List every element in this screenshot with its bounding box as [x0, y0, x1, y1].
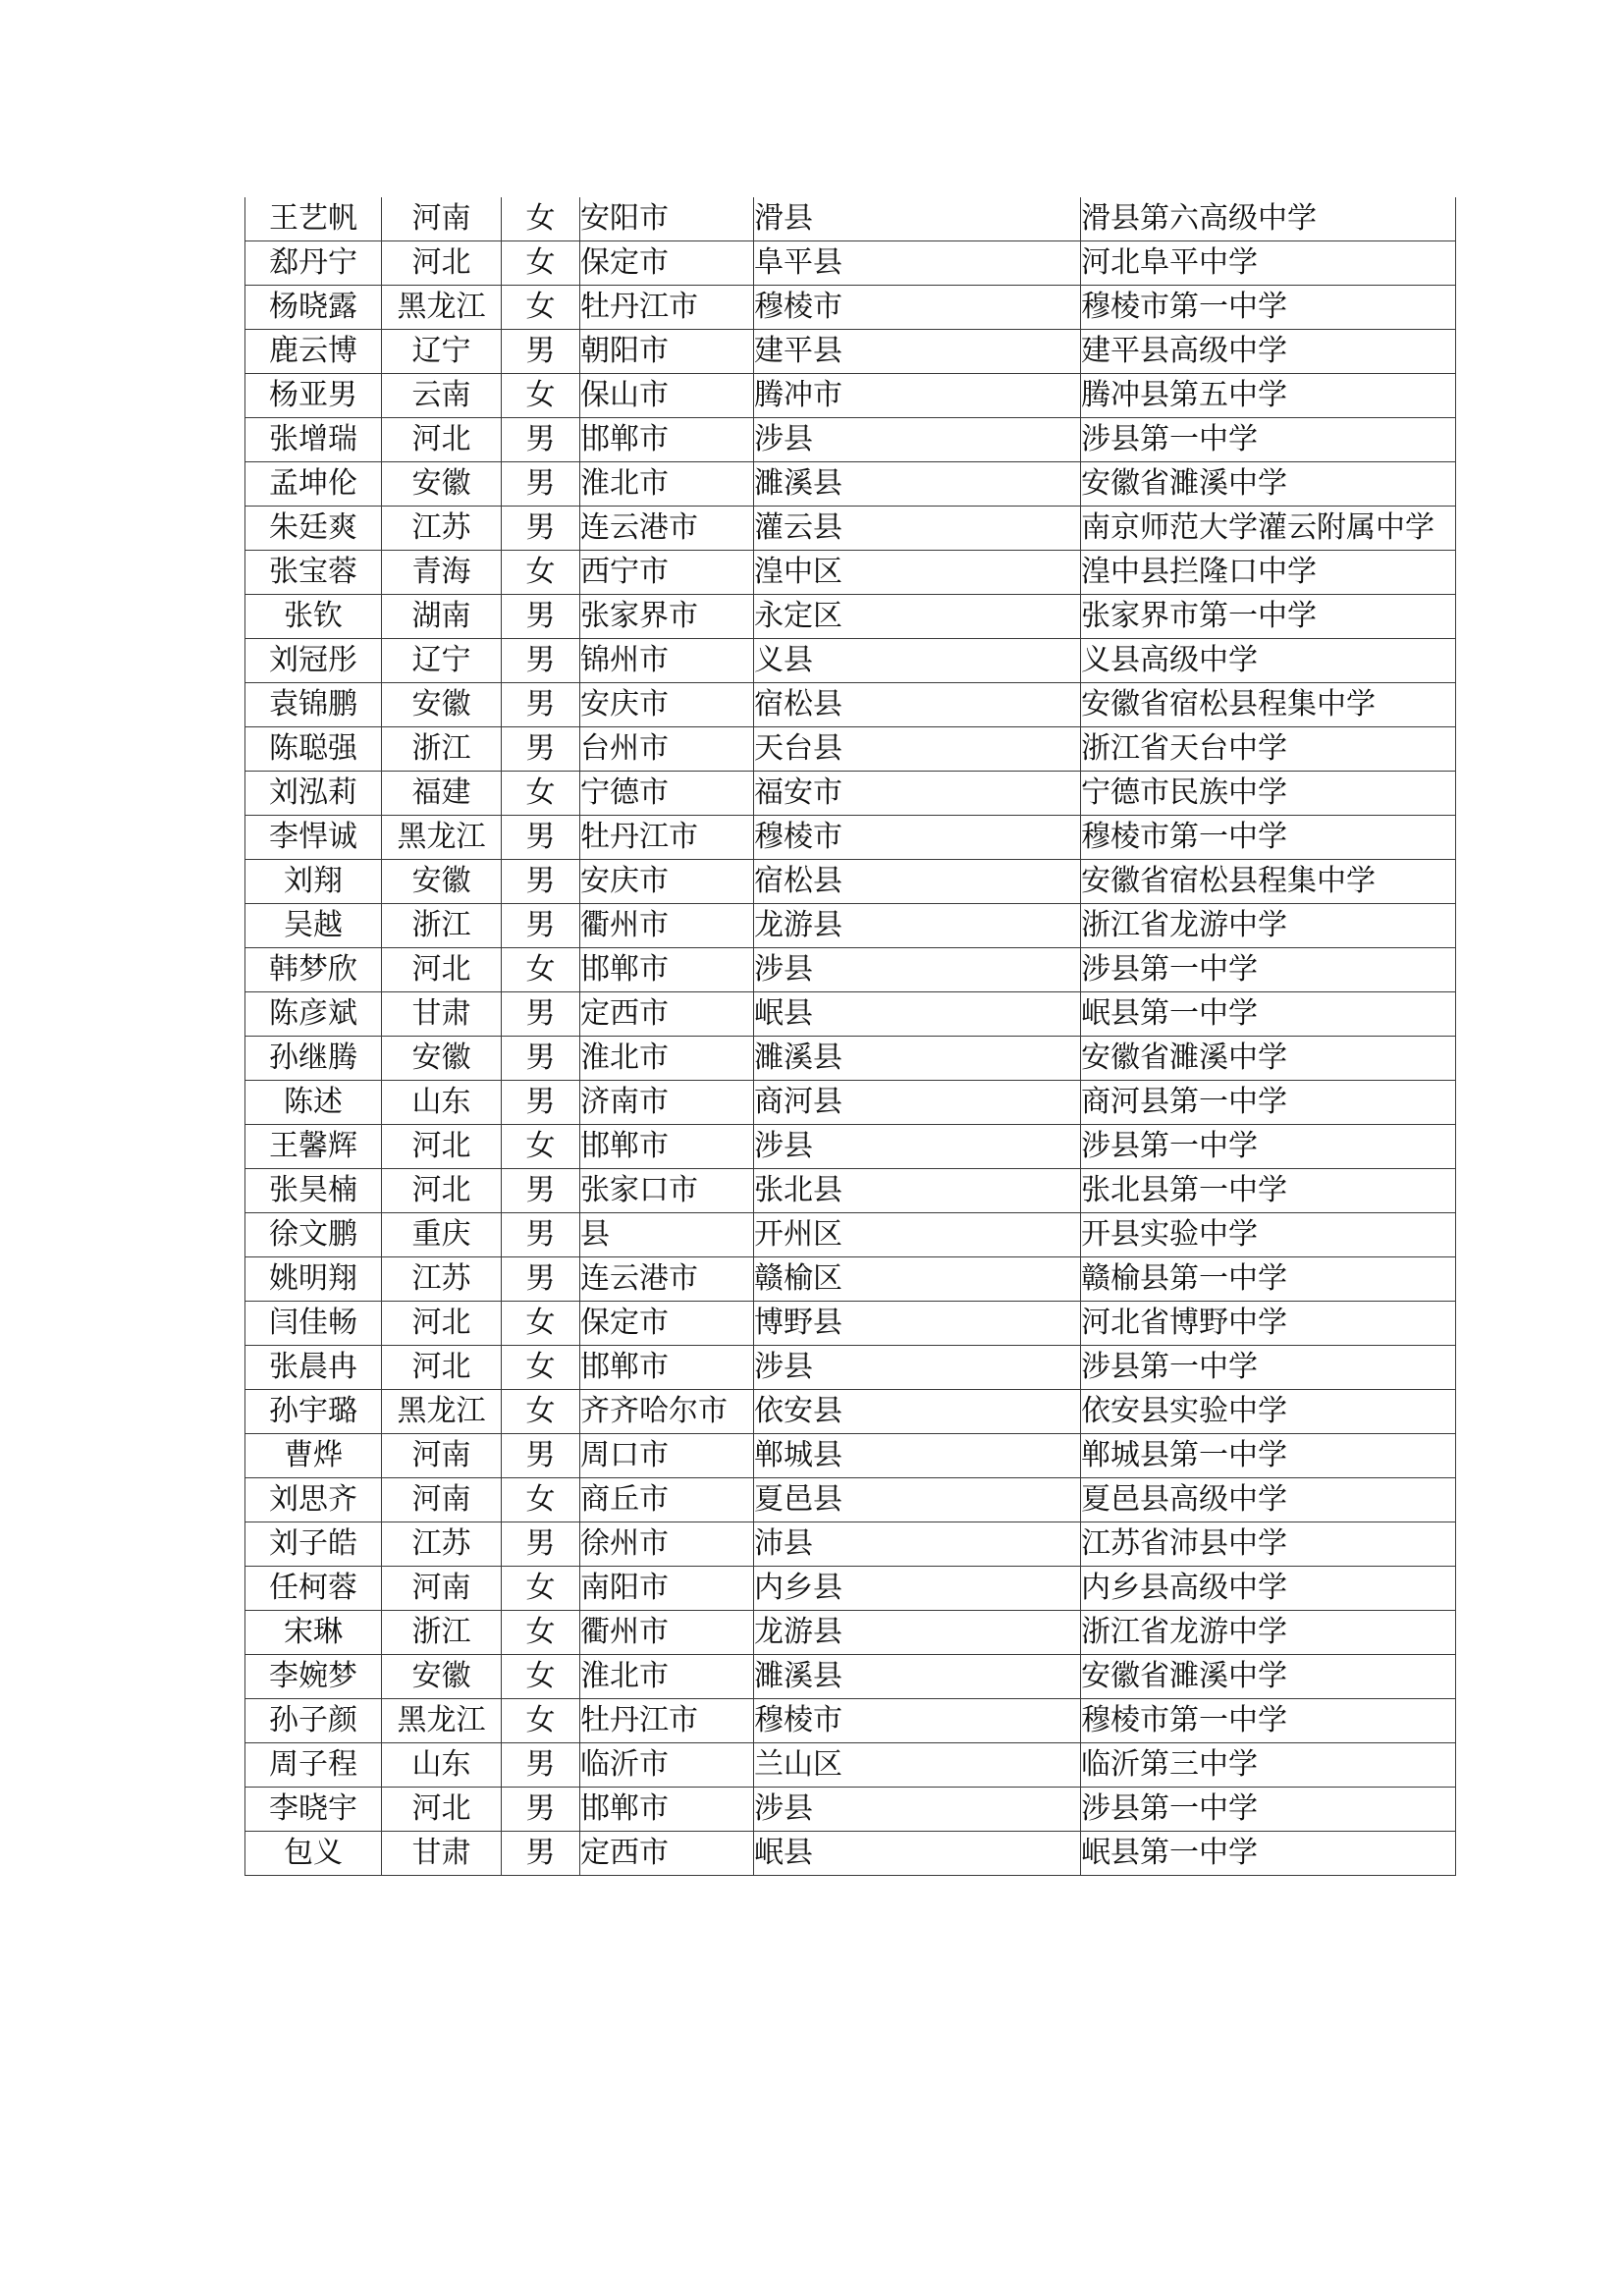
city-cell: 定西市 [580, 1832, 754, 1876]
county-cell: 濉溪县 [754, 1655, 1081, 1699]
school-cell: 安徽省濉溪中学 [1081, 1037, 1456, 1081]
name-cell: 刘思齐 [245, 1478, 382, 1522]
county-cell: 内乡县 [754, 1567, 1081, 1611]
city-cell: 朝阳市 [580, 330, 754, 374]
county-cell: 夏邑县 [754, 1478, 1081, 1522]
county-cell: 博野县 [754, 1302, 1081, 1346]
county-cell: 涉县 [754, 418, 1081, 462]
table-row [245, 1169, 1456, 1213]
table-row [245, 551, 1456, 595]
county-cell: 依安县 [754, 1390, 1081, 1434]
school-cell: 浙江省龙游中学 [1081, 1611, 1456, 1655]
table-row [245, 197, 1456, 241]
table-row [245, 462, 1456, 507]
city-cell: 临沂市 [580, 1743, 754, 1788]
name-cell: 袁锦鹏 [245, 683, 382, 727]
county-cell: 龙游县 [754, 904, 1081, 948]
city-cell: 商丘市 [580, 1478, 754, 1522]
gender-cell: 女 [502, 1390, 580, 1434]
city-cell: 牡丹江市 [580, 816, 754, 860]
name-cell: 孙子颜 [245, 1699, 382, 1743]
province-cell: 福建 [382, 772, 502, 816]
name-cell: 李悍诚 [245, 816, 382, 860]
gender-cell: 男 [502, 462, 580, 507]
city-cell: 南阳市 [580, 1567, 754, 1611]
gender-cell: 女 [502, 1699, 580, 1743]
table-row [245, 1611, 1456, 1655]
table-row [245, 1434, 1456, 1478]
name-cell: 徐文鹏 [245, 1213, 382, 1257]
gender-cell: 女 [502, 772, 580, 816]
gender-cell: 男 [502, 816, 580, 860]
county-cell: 天台县 [754, 727, 1081, 772]
province-cell: 河南 [382, 197, 502, 241]
gender-cell: 男 [502, 1037, 580, 1081]
city-cell: 定西市 [580, 992, 754, 1037]
county-cell: 腾冲市 [754, 374, 1081, 418]
county-cell: 濉溪县 [754, 1037, 1081, 1081]
province-cell: 黑龙江 [382, 1390, 502, 1434]
school-cell: 涉县第一中学 [1081, 1788, 1456, 1832]
province-cell: 辽宁 [382, 639, 502, 683]
school-cell: 商河县第一中学 [1081, 1081, 1456, 1125]
table-row [245, 727, 1456, 772]
province-cell: 辽宁 [382, 330, 502, 374]
school-cell: 安徽省宿松县程集中学 [1081, 683, 1456, 727]
table-row [245, 1567, 1456, 1611]
school-cell: 浙江省天台中学 [1081, 727, 1456, 772]
gender-cell: 男 [502, 860, 580, 904]
city-cell: 安阳市 [580, 197, 754, 241]
name-cell: 陈彦斌 [245, 992, 382, 1037]
province-cell: 江苏 [382, 1522, 502, 1567]
gender-cell: 女 [502, 551, 580, 595]
school-cell: 涉县第一中学 [1081, 1346, 1456, 1390]
county-cell: 兰山区 [754, 1743, 1081, 1788]
school-cell: 张家界市第一中学 [1081, 595, 1456, 639]
province-cell: 云南 [382, 374, 502, 418]
name-cell: 郄丹宁 [245, 241, 382, 286]
province-cell: 浙江 [382, 904, 502, 948]
province-cell: 青海 [382, 551, 502, 595]
gender-cell: 男 [502, 992, 580, 1037]
school-cell: 穆棱市第一中学 [1081, 816, 1456, 860]
name-cell: 任柯蓉 [245, 1567, 382, 1611]
city-cell: 徐州市 [580, 1522, 754, 1567]
city-cell: 保山市 [580, 374, 754, 418]
gender-cell: 男 [502, 1743, 580, 1788]
school-cell: 赣榆县第一中学 [1081, 1257, 1456, 1302]
table-row [245, 816, 1456, 860]
table-row [245, 904, 1456, 948]
gender-cell: 男 [502, 1788, 580, 1832]
county-cell: 郸城县 [754, 1434, 1081, 1478]
name-cell: 刘子皓 [245, 1522, 382, 1567]
school-cell: 依安县实验中学 [1081, 1390, 1456, 1434]
city-cell: 张家界市 [580, 595, 754, 639]
name-cell: 闫佳畅 [245, 1302, 382, 1346]
gender-cell: 女 [502, 1611, 580, 1655]
table-row [245, 1832, 1456, 1876]
county-cell: 穆棱市 [754, 286, 1081, 330]
name-cell: 姚明翔 [245, 1257, 382, 1302]
gender-cell: 女 [502, 286, 580, 330]
province-cell: 湖南 [382, 595, 502, 639]
name-cell: 陈述 [245, 1081, 382, 1125]
school-cell: 宁德市民族中学 [1081, 772, 1456, 816]
school-cell: 岷县第一中学 [1081, 992, 1456, 1037]
county-cell: 赣榆区 [754, 1257, 1081, 1302]
city-cell: 邯郸市 [580, 1788, 754, 1832]
gender-cell: 男 [502, 1257, 580, 1302]
table-row [245, 1390, 1456, 1434]
gender-cell: 女 [502, 1655, 580, 1699]
city-cell: 齐齐哈尔市 [580, 1390, 754, 1434]
gender-cell: 男 [502, 904, 580, 948]
name-cell: 孙继腾 [245, 1037, 382, 1081]
school-cell: 滑县第六高级中学 [1081, 197, 1456, 241]
name-cell: 张增瑞 [245, 418, 382, 462]
school-cell: 河北省博野中学 [1081, 1302, 1456, 1346]
name-cell: 朱廷爽 [245, 507, 382, 551]
province-cell: 山东 [382, 1743, 502, 1788]
county-cell: 濉溪县 [754, 462, 1081, 507]
province-cell: 山东 [382, 1081, 502, 1125]
gender-cell: 男 [502, 639, 580, 683]
gender-cell: 男 [502, 1081, 580, 1125]
province-cell: 甘肃 [382, 992, 502, 1037]
province-cell: 河南 [382, 1434, 502, 1478]
name-cell: 刘冠彤 [245, 639, 382, 683]
name-cell: 李晓宇 [245, 1788, 382, 1832]
name-cell: 张昊楠 [245, 1169, 382, 1213]
name-cell: 周子程 [245, 1743, 382, 1788]
province-cell: 河南 [382, 1567, 502, 1611]
school-cell: 穆棱市第一中学 [1081, 286, 1456, 330]
gender-cell: 女 [502, 1346, 580, 1390]
school-cell: 穆棱市第一中学 [1081, 1699, 1456, 1743]
city-cell: 台州市 [580, 727, 754, 772]
gender-cell: 男 [502, 1522, 580, 1567]
table-row [245, 1081, 1456, 1125]
city-cell: 衢州市 [580, 904, 754, 948]
roster-body [245, 197, 1456, 1876]
province-cell: 安徽 [382, 462, 502, 507]
city-cell: 周口市 [580, 1434, 754, 1478]
table-row [245, 286, 1456, 330]
county-cell: 涉县 [754, 1346, 1081, 1390]
city-cell: 淮北市 [580, 462, 754, 507]
table-row [245, 1346, 1456, 1390]
county-cell: 沛县 [754, 1522, 1081, 1567]
school-cell: 湟中县拦隆口中学 [1081, 551, 1456, 595]
county-cell: 义县 [754, 639, 1081, 683]
table-row [245, 595, 1456, 639]
province-cell: 安徽 [382, 860, 502, 904]
city-cell: 保定市 [580, 241, 754, 286]
city-cell: 保定市 [580, 1302, 754, 1346]
province-cell: 河北 [382, 1346, 502, 1390]
city-cell: 锦州市 [580, 639, 754, 683]
city-cell: 邯郸市 [580, 1346, 754, 1390]
province-cell: 浙江 [382, 1611, 502, 1655]
name-cell: 曹烨 [245, 1434, 382, 1478]
county-cell: 建平县 [754, 330, 1081, 374]
county-cell: 涉县 [754, 1788, 1081, 1832]
name-cell: 韩梦欣 [245, 948, 382, 992]
table-row [245, 992, 1456, 1037]
student-roster-table [244, 197, 1456, 1876]
table-row [245, 1125, 1456, 1169]
province-cell: 黑龙江 [382, 286, 502, 330]
school-cell: 开县实验中学 [1081, 1213, 1456, 1257]
gender-cell: 女 [502, 241, 580, 286]
table-row [245, 1213, 1456, 1257]
school-cell: 安徽省濉溪中学 [1081, 462, 1456, 507]
gender-cell: 男 [502, 418, 580, 462]
name-cell: 孙宇璐 [245, 1390, 382, 1434]
table-row [245, 1788, 1456, 1832]
table-row [245, 330, 1456, 374]
city-cell: 济南市 [580, 1081, 754, 1125]
gender-cell: 男 [502, 1434, 580, 1478]
name-cell: 张晨冉 [245, 1346, 382, 1390]
school-cell: 江苏省沛县中学 [1081, 1522, 1456, 1567]
school-cell: 建平县高级中学 [1081, 330, 1456, 374]
county-cell: 穆棱市 [754, 1699, 1081, 1743]
province-cell: 江苏 [382, 1257, 502, 1302]
table-row [245, 1743, 1456, 1788]
table-row [245, 374, 1456, 418]
name-cell: 包义 [245, 1832, 382, 1876]
city-cell: 牡丹江市 [580, 1699, 754, 1743]
gender-cell: 女 [502, 1567, 580, 1611]
name-cell: 刘泓莉 [245, 772, 382, 816]
province-cell: 黑龙江 [382, 816, 502, 860]
name-cell: 王艺帆 [245, 197, 382, 241]
name-cell: 孟坤伦 [245, 462, 382, 507]
province-cell: 河北 [382, 1125, 502, 1169]
province-cell: 河北 [382, 1169, 502, 1213]
province-cell: 河北 [382, 1788, 502, 1832]
table-row [245, 772, 1456, 816]
city-cell: 邯郸市 [580, 418, 754, 462]
county-cell: 福安市 [754, 772, 1081, 816]
gender-cell: 女 [502, 1125, 580, 1169]
province-cell: 安徽 [382, 683, 502, 727]
county-cell: 宿松县 [754, 683, 1081, 727]
name-cell: 杨晓露 [245, 286, 382, 330]
province-cell: 重庆 [382, 1213, 502, 1257]
name-cell: 王馨辉 [245, 1125, 382, 1169]
gender-cell: 男 [502, 595, 580, 639]
school-cell: 河北阜平中学 [1081, 241, 1456, 286]
city-cell: 连云港市 [580, 507, 754, 551]
city-cell: 淮北市 [580, 1655, 754, 1699]
school-cell: 涉县第一中学 [1081, 1125, 1456, 1169]
city-cell: 邯郸市 [580, 1125, 754, 1169]
province-cell: 河北 [382, 1302, 502, 1346]
school-cell: 内乡县高级中学 [1081, 1567, 1456, 1611]
gender-cell: 男 [502, 683, 580, 727]
table-row [245, 241, 1456, 286]
table-row [245, 418, 1456, 462]
gender-cell: 女 [502, 374, 580, 418]
county-cell: 张北县 [754, 1169, 1081, 1213]
school-cell: 安徽省濉溪中学 [1081, 1655, 1456, 1699]
county-cell: 涉县 [754, 1125, 1081, 1169]
school-cell: 涉县第一中学 [1081, 418, 1456, 462]
name-cell: 张钦 [245, 595, 382, 639]
gender-cell: 女 [502, 1478, 580, 1522]
gender-cell: 男 [502, 1213, 580, 1257]
county-cell: 开州区 [754, 1213, 1081, 1257]
table-row [245, 1037, 1456, 1081]
province-cell: 江苏 [382, 507, 502, 551]
city-cell: 张家口市 [580, 1169, 754, 1213]
county-cell: 宿松县 [754, 860, 1081, 904]
school-cell: 腾冲县第五中学 [1081, 374, 1456, 418]
city-cell: 安庆市 [580, 683, 754, 727]
province-cell: 安徽 [382, 1037, 502, 1081]
city-cell: 安庆市 [580, 860, 754, 904]
gender-cell: 女 [502, 197, 580, 241]
table-row [245, 683, 1456, 727]
county-cell: 穆棱市 [754, 816, 1081, 860]
gender-cell: 男 [502, 727, 580, 772]
gender-cell: 男 [502, 507, 580, 551]
table-row [245, 1478, 1456, 1522]
table-row [245, 948, 1456, 992]
province-cell: 安徽 [382, 1655, 502, 1699]
school-cell: 浙江省龙游中学 [1081, 904, 1456, 948]
table-row [245, 860, 1456, 904]
name-cell: 张宝蓉 [245, 551, 382, 595]
school-cell: 郸城县第一中学 [1081, 1434, 1456, 1478]
county-cell: 灌云县 [754, 507, 1081, 551]
city-cell: 连云港市 [580, 1257, 754, 1302]
school-cell: 临沂第三中学 [1081, 1743, 1456, 1788]
table-row [245, 1522, 1456, 1567]
county-cell: 湟中区 [754, 551, 1081, 595]
county-cell: 龙游县 [754, 1611, 1081, 1655]
county-cell: 阜平县 [754, 241, 1081, 286]
table-row [245, 1257, 1456, 1302]
name-cell: 鹿云博 [245, 330, 382, 374]
county-cell: 涉县 [754, 948, 1081, 992]
city-cell: 邯郸市 [580, 948, 754, 992]
name-cell: 吴越 [245, 904, 382, 948]
province-cell: 河北 [382, 418, 502, 462]
table-row [245, 1699, 1456, 1743]
province-cell: 河南 [382, 1478, 502, 1522]
city-cell: 衢州市 [580, 1611, 754, 1655]
table-row [245, 1655, 1456, 1699]
city-cell: 宁德市 [580, 772, 754, 816]
county-cell: 永定区 [754, 595, 1081, 639]
province-cell: 河北 [382, 241, 502, 286]
name-cell: 宋琳 [245, 1611, 382, 1655]
school-cell: 安徽省宿松县程集中学 [1081, 860, 1456, 904]
school-cell: 岷县第一中学 [1081, 1832, 1456, 1876]
table-row [245, 507, 1456, 551]
county-cell: 岷县 [754, 992, 1081, 1037]
province-cell: 河北 [382, 948, 502, 992]
school-cell: 涉县第一中学 [1081, 948, 1456, 992]
city-cell: 淮北市 [580, 1037, 754, 1081]
province-cell: 浙江 [382, 727, 502, 772]
gender-cell: 男 [502, 330, 580, 374]
name-cell: 杨亚男 [245, 374, 382, 418]
county-cell: 商河县 [754, 1081, 1081, 1125]
name-cell: 陈聪强 [245, 727, 382, 772]
city-cell: 县 [580, 1213, 754, 1257]
province-cell: 甘肃 [382, 1832, 502, 1876]
gender-cell: 男 [502, 1169, 580, 1213]
school-cell: 夏邑县高级中学 [1081, 1478, 1456, 1522]
city-cell: 牡丹江市 [580, 286, 754, 330]
gender-cell: 女 [502, 1302, 580, 1346]
province-cell: 黑龙江 [382, 1699, 502, 1743]
gender-cell: 男 [502, 1832, 580, 1876]
county-cell: 滑县 [754, 197, 1081, 241]
city-cell: 西宁市 [580, 551, 754, 595]
table-row [245, 639, 1456, 683]
school-cell: 南京师范大学灌云附属中学 [1081, 507, 1456, 551]
name-cell: 李婉梦 [245, 1655, 382, 1699]
school-cell: 张北县第一中学 [1081, 1169, 1456, 1213]
county-cell: 岷县 [754, 1832, 1081, 1876]
gender-cell: 女 [502, 948, 580, 992]
name-cell: 刘翔 [245, 860, 382, 904]
school-cell: 义县高级中学 [1081, 639, 1456, 683]
table-row [245, 1302, 1456, 1346]
